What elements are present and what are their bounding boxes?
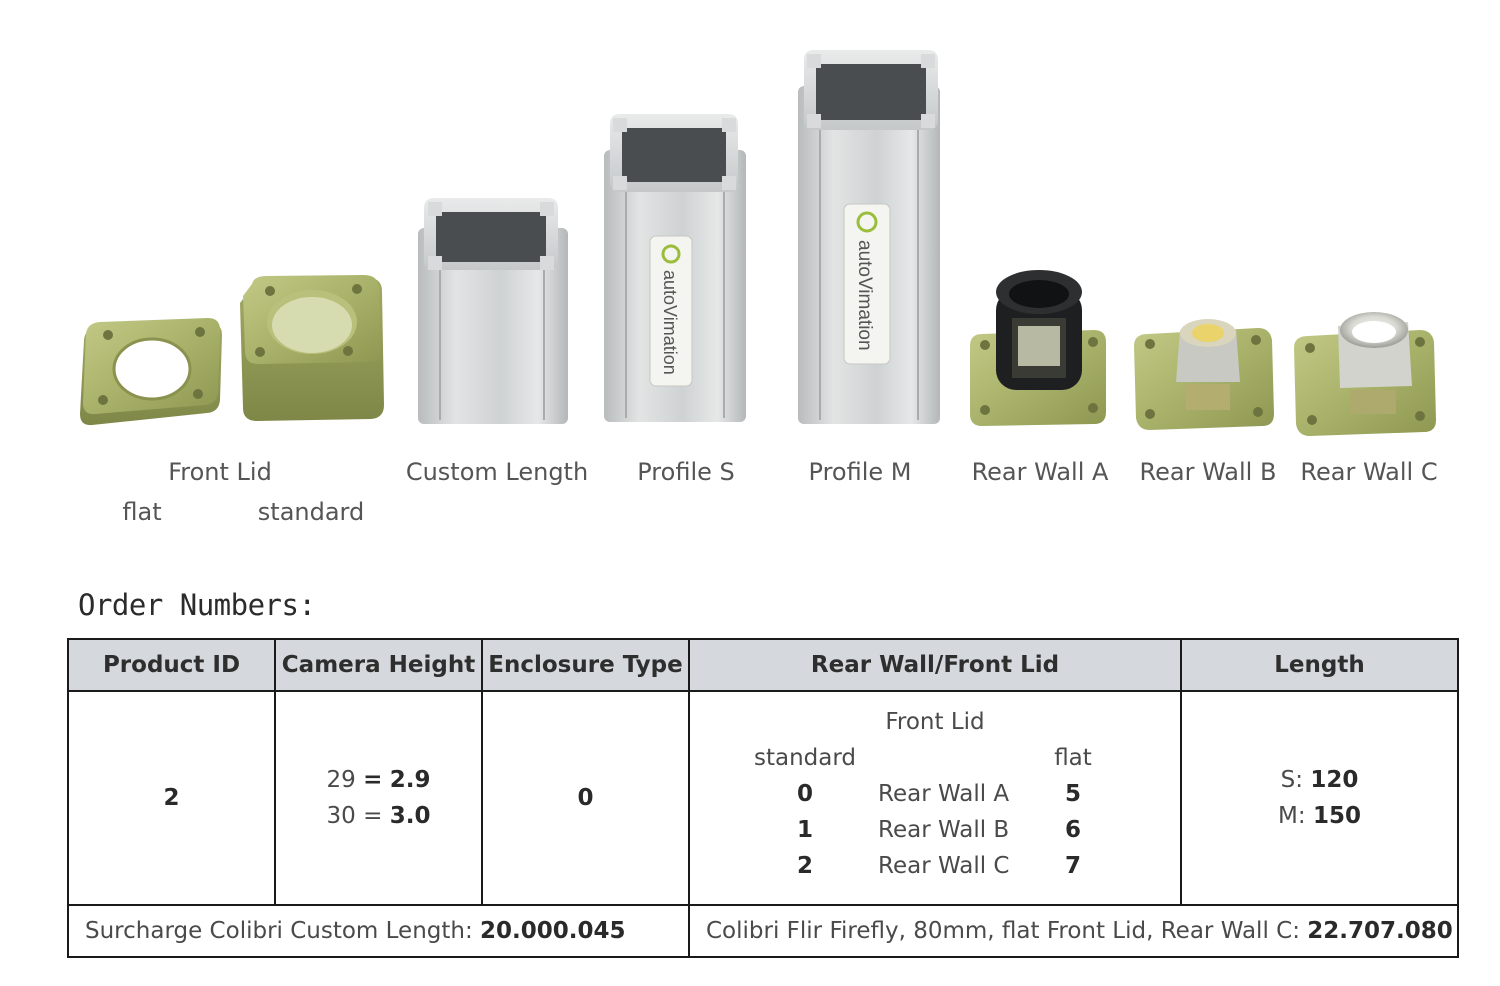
length-prefix: M:: [1278, 803, 1306, 829]
cell-length: [1181, 691, 1458, 905]
standard-label: standard: [753, 745, 857, 771]
front-lid-flat-image: [80, 318, 222, 425]
rear-wall-a-image: [970, 270, 1106, 426]
camera-height-code: 29: [326, 767, 356, 793]
rear-wall-c-image: [1294, 312, 1436, 436]
caption-front-lid: Front Lid: [168, 458, 272, 486]
front-lid-label: Front Lid: [885, 709, 985, 735]
header-rear-wall-front-lid: Rear Wall/Front Lid: [689, 639, 1181, 691]
length-value: 150: [1312, 803, 1361, 829]
caption-rear-wall-a: Rear Wall A: [971, 458, 1109, 486]
example-value: 22.707.080: [1307, 918, 1453, 944]
flat-label: flat: [1054, 745, 1092, 771]
camera-height-code: 30: [326, 803, 356, 829]
table-row: [68, 691, 1458, 905]
camera-height-sep: =: [363, 767, 383, 793]
flat-code: 6: [1064, 817, 1082, 843]
product-id-value: 2: [163, 785, 180, 811]
surcharge-cell: [68, 905, 689, 957]
rear-wall-label: Rear Wall C: [878, 853, 1010, 879]
caption-front-lid-flat: flat: [122, 498, 162, 526]
table-footer-row: [68, 905, 1458, 957]
surcharge-label: Surcharge Colibri Custom Length:: [85, 918, 473, 944]
caption-rear-wall-b: Rear Wall B: [1139, 458, 1277, 486]
length-option: [1182, 798, 1457, 834]
caption-front-lid-standard: standard: [257, 498, 365, 526]
cell-rear-wall-front-lid: [689, 691, 1181, 905]
caption-rear-wall-c: Rear Wall C: [1300, 458, 1438, 486]
camera-height-value: 3.0: [389, 803, 431, 829]
cell-enclosure-type: [482, 691, 689, 905]
header-product-id: Product ID: [68, 639, 275, 691]
profile-s-image: [604, 114, 746, 422]
enclosure-type-value: 0: [577, 785, 594, 811]
flat-code: 5: [1064, 781, 1082, 807]
flat-code: 7: [1064, 853, 1082, 879]
front-lid-standard-image: [240, 275, 384, 421]
rear-wall-front-lid-grid: [690, 692, 1180, 904]
standard-code: 1: [796, 817, 814, 843]
profile-m-image: [798, 50, 940, 424]
order-numbers-heading: Order Numbers:: [78, 588, 316, 622]
order-numbers-table: [67, 638, 1459, 958]
length-prefix: S:: [1280, 767, 1304, 793]
table-header-row: [68, 639, 1458, 691]
standard-code: 0: [796, 781, 814, 807]
example-label: Colibri Flir Firefly, 80mm, flat Front Lid, Rear Wall C:: [706, 918, 1300, 944]
header-camera-height: Camera Height: [275, 639, 482, 691]
profile-s-logo: autoVimation: [660, 270, 680, 375]
camera-height-value: 2.9: [389, 767, 431, 793]
example-cell: [689, 905, 1458, 957]
rear-wall-b-image: [1134, 319, 1274, 430]
header-length: Length: [1181, 639, 1458, 691]
camera-height-option: [276, 798, 481, 834]
custom-length-image: [418, 198, 568, 424]
caption-profile-m: Profile M: [808, 458, 912, 486]
header-enclosure-type: Enclosure Type: [482, 639, 689, 691]
standard-code: 2: [796, 853, 814, 879]
profile-m-logo: autoVimation: [854, 240, 875, 351]
surcharge-value: 20.000.045: [480, 918, 626, 944]
camera-height-sep: =: [363, 803, 383, 829]
rear-wall-label: Rear Wall A: [878, 781, 1010, 807]
cell-product-id: [68, 691, 275, 905]
length-value: 120: [1310, 767, 1359, 793]
length-option: [1182, 762, 1457, 798]
caption-custom-length: Custom Length: [405, 458, 589, 486]
caption-profile-s: Profile S: [637, 458, 735, 486]
rear-wall-label: Rear Wall B: [878, 817, 1010, 843]
cell-camera-height: [275, 691, 482, 905]
camera-height-option: [276, 762, 481, 798]
